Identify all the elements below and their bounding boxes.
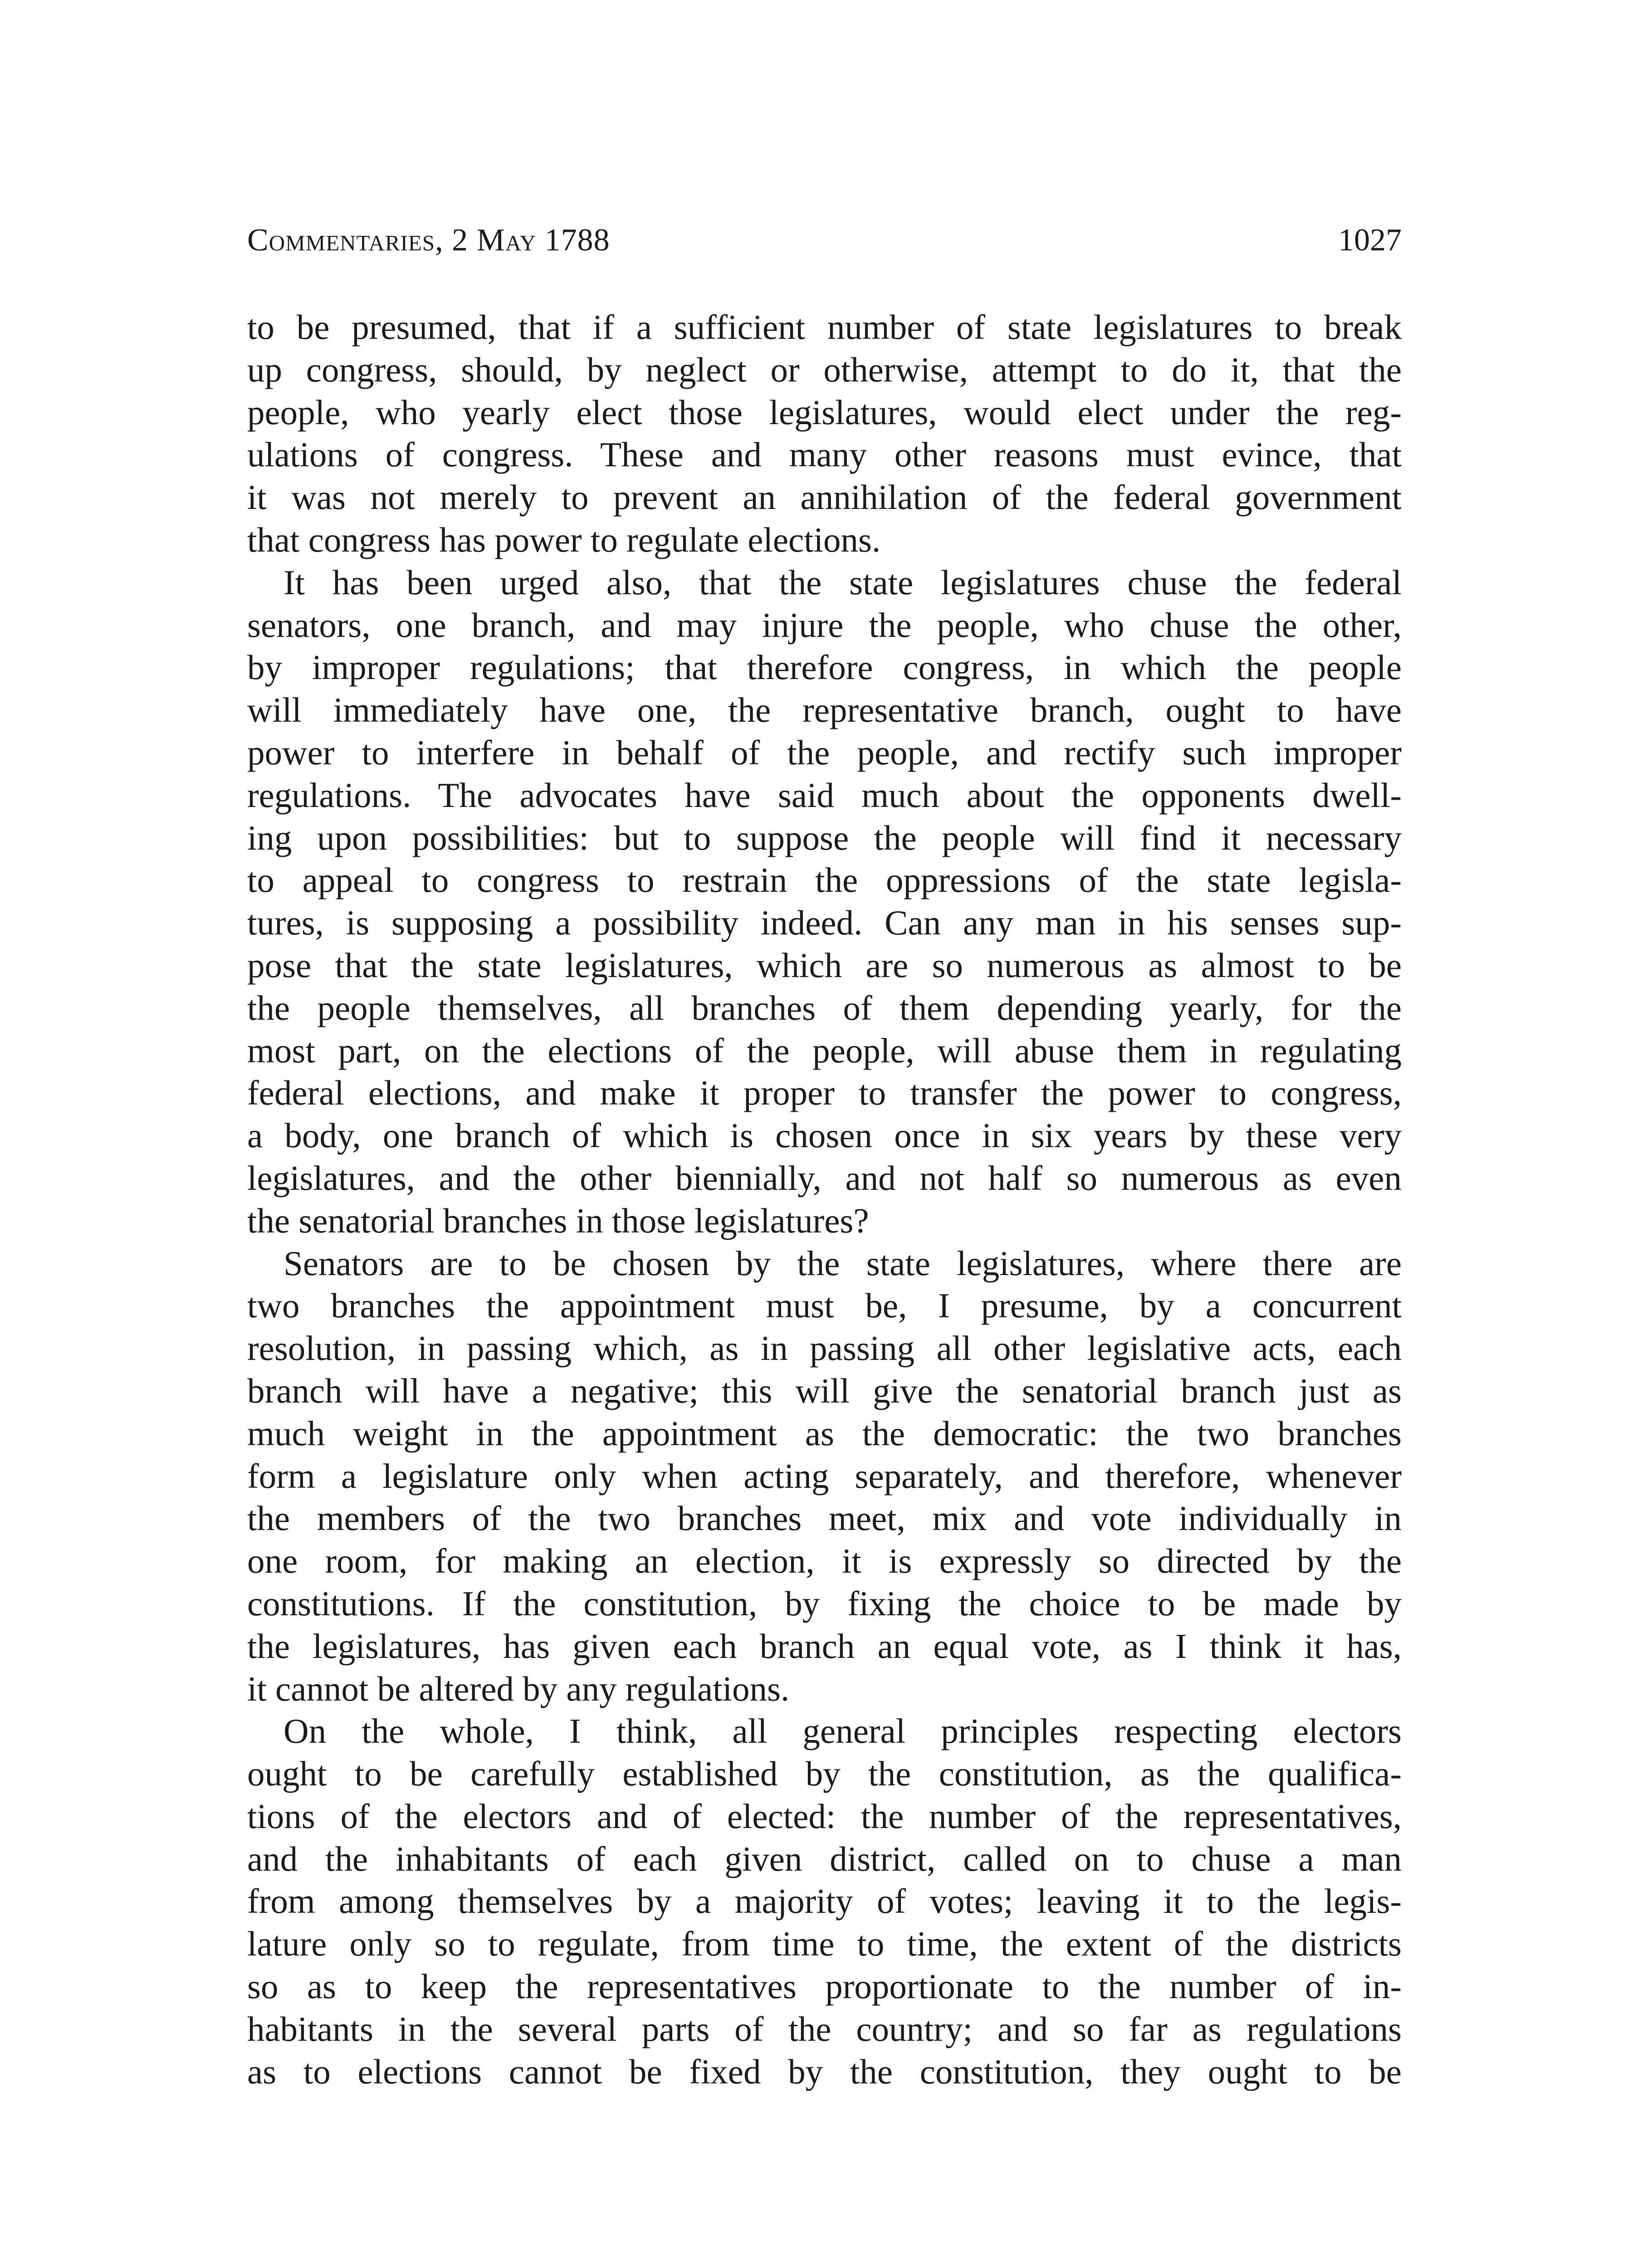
text-line: a body, one branch of which is chosen once in six years by these very [247,1116,1402,1155]
text-line: people, who yearly elect those legislatures, would elect under the reg- [247,392,1402,432]
text-line: branch will have a negative; this will give the senatorial branch just as [247,1371,1402,1410]
text-line: tures, is supposing a possibility indeed. Can any man in his senses sup- [247,903,1402,943]
text-line: form a legislature only when acting separately, and therefore, whenever [247,1456,1402,1496]
text-line: Senators are to be chosen by the state legislatures, where there are [284,1243,1402,1283]
text-line: On the whole, I think, all general principles respecting electors [284,1711,1402,1751]
paragraph-2 [247,562,1402,1242]
text-line: the people themselves, all branches of them depending yearly, for the [247,988,1402,1027]
text-line: It has been urged also, that the state legislatures chuse the federal [284,562,1402,602]
text-line: as to elections cannot be fixed by the constitution, they ought to be [247,2052,1402,2091]
text-line: the legislatures, has given each branch an equal vote, as I think it has, [247,1626,1402,1666]
text-line: that congress has power to regulate elections. [247,520,881,559]
text-line: lature only so to regulate, from time to time, the extent of the districts [247,1924,1402,1964]
text-line: habitants in the several parts of the country; and so far as regulations [247,2009,1402,2048]
text-line: and the inhabitants of each given district, called on to chuse a man [247,1839,1402,1878]
text-line: ulations of congress. These and many other reasons must evince, that [247,435,1402,474]
text-line: by improper regulations; that therefore congress, in which the people [247,648,1402,687]
paragraph-1 [247,306,1402,562]
text-line: regulations. The advocates have said much about the opponents dwell- [247,775,1402,815]
text-line: ought to be carefully established by the constitution, as the qualifica- [247,1754,1402,1794]
text-line: ing upon possibilities: but to suppose the people will find it necessary [247,818,1402,857]
text-line: power to interfere in behalf of the people, and rectify such improper [247,733,1402,772]
text-line: constitutions. If the constitution, by fixing the choice to be made by [247,1584,1402,1623]
text-line: federal elections, and make it proper to transfer the power to congress, [247,1073,1402,1113]
text-line: the senatorial branches in those legislatures? [247,1201,869,1240]
text-line: resolution, in passing which, as in passing all other legislative acts, each [247,1329,1402,1368]
text-line: so as to keep the representatives proportionate to the number of in- [247,1967,1402,2006]
running-title: Commentaries, 2 May 1788 [247,223,610,258]
text-line: to appeal to congress to restrain the oppressions of the state legisla- [247,860,1402,900]
paragraph-4 [247,1710,1402,2093]
text-line: one room, for making an election, it is expressly so directed by the [247,1541,1402,1581]
text-line: tions of the electors and of elected: the number of the representatives, [247,1796,1402,1836]
text-line: the members of the two branches meet, mix and vote individually in [247,1499,1402,1538]
text-line: two branches the appointment must be, I presume, by a concurrent [247,1286,1402,1325]
text-line: most part, on the elections of the people, will abuse them in regulating [247,1031,1402,1070]
text-line: it cannot be altered by any regulations. [247,1669,790,1708]
running-head [247,218,1402,263]
text-line: legislatures, and the other biennially, and not half so numerous as even [247,1158,1402,1198]
body-text [247,306,1402,2093]
page-number: 1027 [1338,223,1402,258]
text-line: will immediately have one, the representative branch, ought to have [247,690,1402,730]
text-line: pose that the state legislatures, which are so numerous as almost to be [247,945,1402,985]
text-line: senators, one branch, and may injure the people, who chuse the other, [247,605,1402,645]
text-line: from among themselves by a majority of votes; leaving it to the legis- [247,1882,1402,1921]
text-line: to be presumed, that if a sufficient number of state legislatures to break [247,308,1402,347]
text-line: up congress, should, by neglect or otherwise, attempt to do it, that the [247,350,1402,389]
text-line: much weight in the appointment as the democratic: the two branches [247,1413,1402,1453]
paragraph-3 [247,1242,1402,1711]
text-line: it was not merely to prevent an annihilation of the federal government [247,478,1402,517]
